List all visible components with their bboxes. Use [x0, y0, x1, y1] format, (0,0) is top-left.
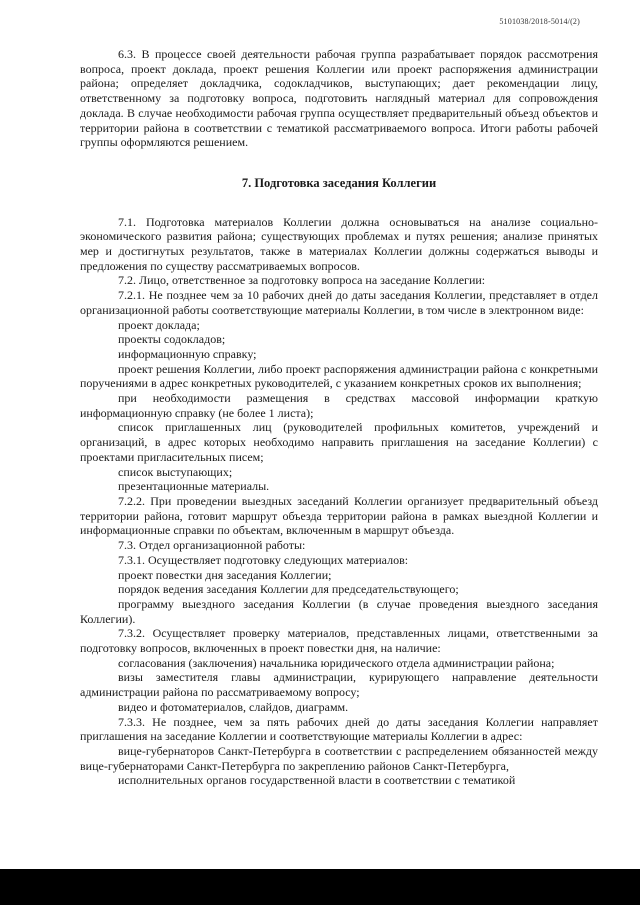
list-item: проект доклада; [118, 317, 200, 332]
list-item: проект решения Коллегии, либо проект распоряжения администрации района с конкретными поручениями в адрес конкретных руководителей, с указанием конкретных сроков их выполнения; [80, 361, 598, 391]
paragraph: 7.3. Отдел организационной работы: [118, 538, 306, 553]
list-item: согласования (заключения) начальника юридического отдела администрации района; [118, 655, 555, 670]
paragraph: 7.1. Подготовка материалов Коллегии должна основываться на анализе социально-экономического развития района; существующих проблемах и путях решения; анализе принятых мер и достигнутых результатов, также в материалах Коллегии должны содержаться выводы и предложения по существу рассматриваемых вопросов. [80, 214, 598, 273]
paragraph: 7.3.3. Не позднее, чем за пять рабочих дней до даты заседания Коллегии направляет приглашения на заседание Коллегии и соответствующие материалы Коллегии в адрес: [80, 714, 598, 744]
list-item: презентационные материалы. [118, 479, 270, 494]
paragraph: 7.3.2. Осуществляет проверку материалов, представленных лицами, ответственными за подготовку вопросов, включенных в проект повестки дня, на наличие: [80, 626, 598, 656]
paragraph-6-3: 6.3. В процессе своей деятельности рабочая группа разрабатывает порядок рассмотрения вопроса, проект доклада, проект решения Коллегии или проект распоряжения администрации района; определяет докладчика, содокладчиков, выступающих; дает рекомендации лицу, ответственному за подготовку вопроса, подготовить наглядный материал для сопровождения доклада. В случае необходимости рабочая группа осуществляет предварительный объезд объектов и территории района в соответствии с тематикой рассматриваемого вопроса. Итоги работы рабочей группы оформляются решением. [80, 47, 598, 150]
list-item: порядок ведения заседания Коллегии для председательствующего; [118, 582, 459, 597]
list-item: визы заместителя главы администрации, курирующего направление деятельности администрации района по рассматриваемому вопросу; [80, 670, 598, 700]
document-number: 5101038/2018-5014/(2) [499, 17, 580, 26]
scan-bottom-edge [0, 869, 640, 905]
paragraph: 7.2.2. При проведении выездных заседаний Коллегии организует предварительный объезд территории района, готовит маршрут объезда территории района в рамках выездной Коллегии и информационные справки по объектам, включенным в маршрут объезда. [80, 493, 598, 538]
list-item: список выступающих; [118, 464, 233, 479]
document-page [80, 47, 598, 788]
list-item: видео и фотоматериалов, слайдов, диаграмм. [118, 699, 349, 714]
paragraph: 7.2.1. Не позднее чем за 10 рабочих дней до даты заседания Коллегии, представляет в отдел организационной работы соответствующие материалы Коллегии, в том числе в электронном виде: [80, 288, 598, 317]
paragraph: 7.3.1. Осуществляет подготовку следующих материалов: [118, 552, 409, 567]
list-item: информационную справку; [118, 346, 257, 361]
paragraph: 7.2. Лицо, ответственное за подготовку вопроса на заседание Коллегии: [118, 273, 486, 288]
list-item: вице-губернаторов Санкт-Петербурга в соответствии с распределением обязанностей между вице-губернаторами Санкт-Петербурга по закреплению районов Санкт-Петербурга, [80, 743, 598, 773]
list-item: список приглашенных лиц (руководителей профильных комитетов, учреждений и организаций, в адрес которых необходимо направить приглашения на заседание Коллегии) с проектами пригласительных писем; [80, 420, 598, 464]
list-item: исполнительных органов государственной власти в соответствии с тематикой [118, 773, 516, 788]
list-item: программу выездного заседания Коллегии (в случае проведения выездного заседания Коллегии). [80, 596, 598, 626]
list-item: проект повестки дня заседания Коллегии; [118, 567, 332, 582]
list-item: проекты содокладов; [118, 332, 226, 347]
list-item: при необходимости размещения в средствах массовой информации краткую информационную справку (не более 1 листа); [80, 391, 598, 420]
section-heading: 7. Подготовка заседания Коллегии [241, 175, 437, 190]
